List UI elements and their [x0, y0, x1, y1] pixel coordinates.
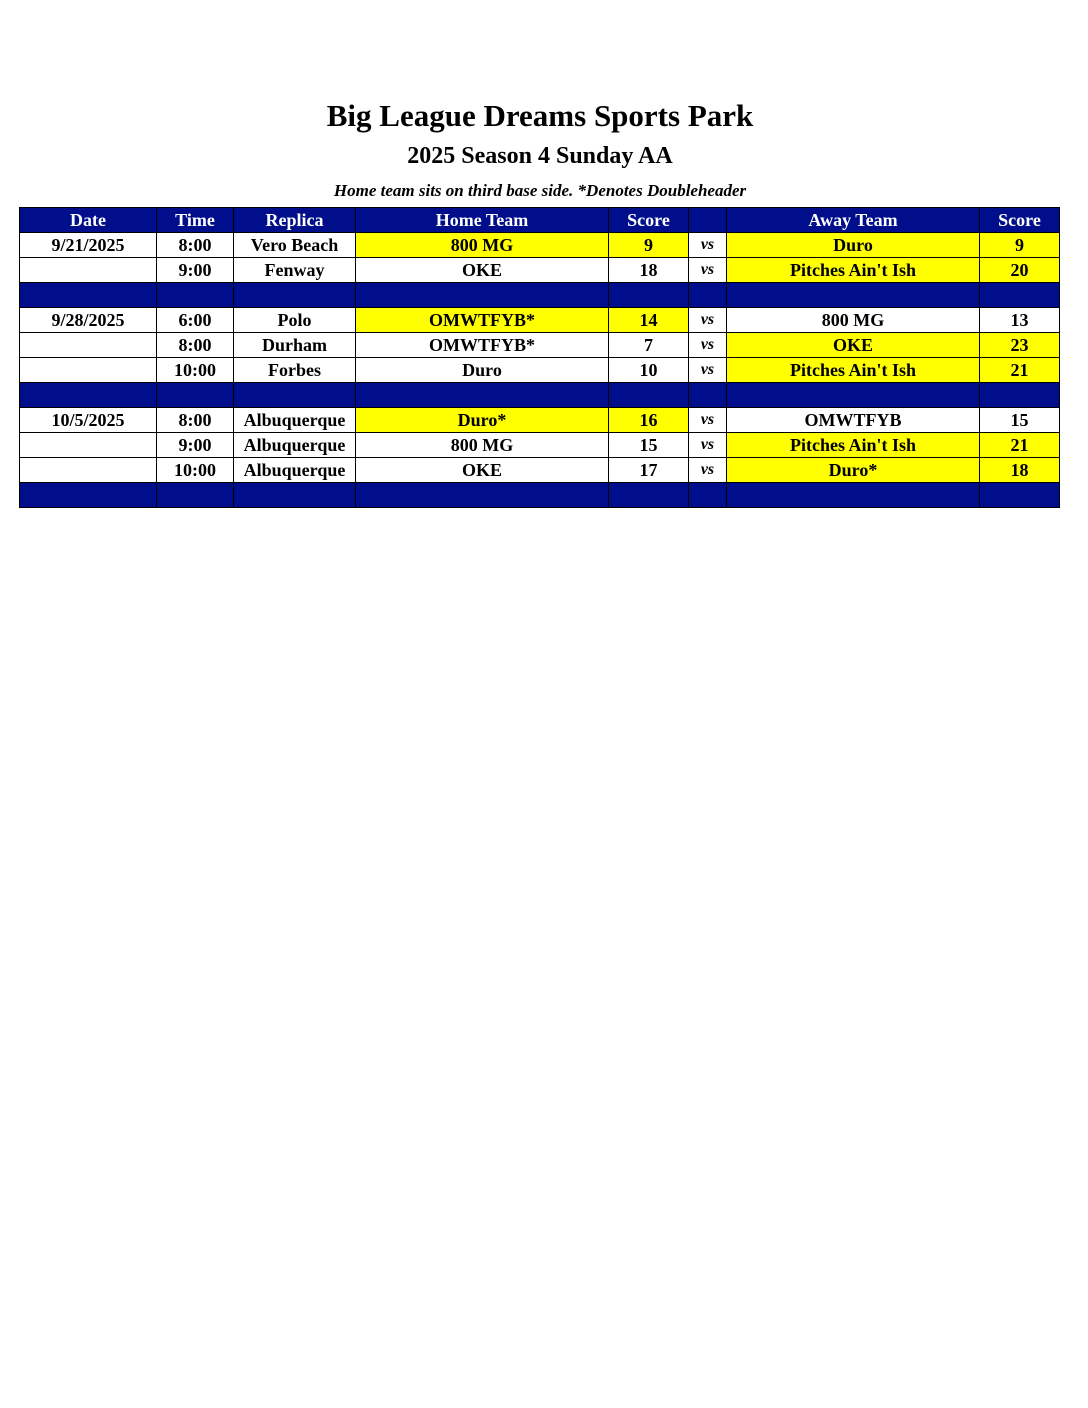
separator-cell [356, 483, 609, 508]
cell-time: 8:00 [157, 408, 234, 433]
cell-vs: vs [689, 258, 727, 283]
cell-date [20, 433, 157, 458]
col-header-away-score: Score [980, 208, 1060, 233]
cell-date [20, 358, 157, 383]
cell-home-score: 14 [609, 308, 689, 333]
cell-time: 9:00 [157, 258, 234, 283]
header-row [20, 208, 1060, 233]
cell-away-score: 21 [980, 433, 1060, 458]
cell-away-score: 9 [980, 233, 1060, 258]
cell-home-team: 800 MG [356, 233, 609, 258]
game-row [20, 433, 1060, 458]
page-subtitle: 2025 Season 4 Sunday AA [407, 143, 673, 169]
cell-date: 10/5/2025 [20, 408, 157, 433]
cell-replica: Fenway [234, 258, 356, 283]
cell-replica: Albuquerque [234, 433, 356, 458]
separator-cell [727, 383, 980, 408]
cell-vs: vs [689, 433, 727, 458]
game-row [20, 408, 1060, 433]
cell-away-score: 23 [980, 333, 1060, 358]
cell-away-score: 20 [980, 258, 1060, 283]
cell-time: 8:00 [157, 333, 234, 358]
cell-home-team: OKE [356, 458, 609, 483]
separator-cell [727, 283, 980, 308]
separator-row [20, 283, 1060, 308]
cell-away-team: 800 MG [727, 308, 980, 333]
cell-home-team: Duro* [356, 408, 609, 433]
cell-time: 10:00 [157, 458, 234, 483]
col-header-home-team: Home Team [356, 208, 609, 233]
cell-vs: vs [689, 408, 727, 433]
cell-replica: Albuquerque [234, 408, 356, 433]
cell-away-team: OKE [727, 333, 980, 358]
game-row [20, 233, 1060, 258]
cell-away-score: 18 [980, 458, 1060, 483]
separator-cell [20, 483, 157, 508]
game-row [20, 333, 1060, 358]
cell-time: 9:00 [157, 433, 234, 458]
cell-replica: Albuquerque [234, 458, 356, 483]
separator-cell [157, 283, 234, 308]
cell-vs: vs [689, 358, 727, 383]
separator-cell [609, 483, 689, 508]
separator-cell [609, 383, 689, 408]
cell-away-team: Pitches Ain't Ish [727, 258, 980, 283]
separator-cell [689, 383, 727, 408]
cell-away-team: OMWTFYB [727, 408, 980, 433]
cell-vs: vs [689, 333, 727, 358]
game-row [20, 308, 1060, 333]
col-header-home-score: Score [609, 208, 689, 233]
separator-row [20, 383, 1060, 408]
cell-away-score: 15 [980, 408, 1060, 433]
cell-away-score: 13 [980, 308, 1060, 333]
separator-cell [356, 383, 609, 408]
page-title: Big League Dreams Sports Park [326, 98, 754, 133]
cell-date: 9/28/2025 [20, 308, 157, 333]
cell-date [20, 258, 157, 283]
game-row [20, 458, 1060, 483]
cell-date [20, 458, 157, 483]
cell-away-team: Pitches Ain't Ish [727, 358, 980, 383]
separator-row [20, 483, 1060, 508]
separator-cell [980, 283, 1060, 308]
separator-cell [980, 383, 1060, 408]
col-header-replica: Replica [234, 208, 356, 233]
separator-cell [234, 383, 356, 408]
separator-cell [727, 483, 980, 508]
cell-away-team: Duro* [727, 458, 980, 483]
cell-time: 10:00 [157, 358, 234, 383]
cell-date [20, 333, 157, 358]
game-row [20, 258, 1060, 283]
col-header-away-team: Away Team [727, 208, 980, 233]
cell-time: 6:00 [157, 308, 234, 333]
game-row [20, 358, 1060, 383]
cell-home-score: 18 [609, 258, 689, 283]
cell-home-team: OMWTFYB* [356, 333, 609, 358]
cell-home-team: Duro [356, 358, 609, 383]
col-header-time: Time [157, 208, 234, 233]
cell-home-score: 9 [609, 233, 689, 258]
cell-replica: Durham [234, 333, 356, 358]
cell-away-score: 21 [980, 358, 1060, 383]
separator-cell [20, 383, 157, 408]
cell-home-team: OKE [356, 258, 609, 283]
cell-home-team: 800 MG [356, 433, 609, 458]
cell-replica: Vero Beach [234, 233, 356, 258]
schedule-table [19, 207, 1060, 508]
separator-cell [234, 283, 356, 308]
separator-cell [689, 483, 727, 508]
separator-cell [234, 483, 356, 508]
cell-home-score: 15 [609, 433, 689, 458]
cell-vs: vs [689, 233, 727, 258]
separator-cell [356, 283, 609, 308]
cell-replica: Polo [234, 308, 356, 333]
separator-cell [980, 483, 1060, 508]
col-header-date: Date [20, 208, 157, 233]
col-header-vs [689, 208, 727, 233]
cell-home-score: 17 [609, 458, 689, 483]
separator-cell [157, 483, 234, 508]
cell-time: 8:00 [157, 233, 234, 258]
separator-cell [20, 283, 157, 308]
separator-cell [157, 383, 234, 408]
separator-cell [689, 283, 727, 308]
schedule-note: Home team sits on third base side. *Denotes Doubleheader [333, 181, 747, 200]
cell-vs: vs [689, 308, 727, 333]
cell-home-score: 7 [609, 333, 689, 358]
cell-away-team: Duro [727, 233, 980, 258]
cell-replica: Forbes [234, 358, 356, 383]
schedule-body [20, 233, 1060, 508]
cell-vs: vs [689, 458, 727, 483]
separator-cell [609, 283, 689, 308]
cell-home-score: 10 [609, 358, 689, 383]
cell-away-team: Pitches Ain't Ish [727, 433, 980, 458]
cell-home-team: OMWTFYB* [356, 308, 609, 333]
cell-date: 9/21/2025 [20, 233, 157, 258]
cell-home-score: 16 [609, 408, 689, 433]
